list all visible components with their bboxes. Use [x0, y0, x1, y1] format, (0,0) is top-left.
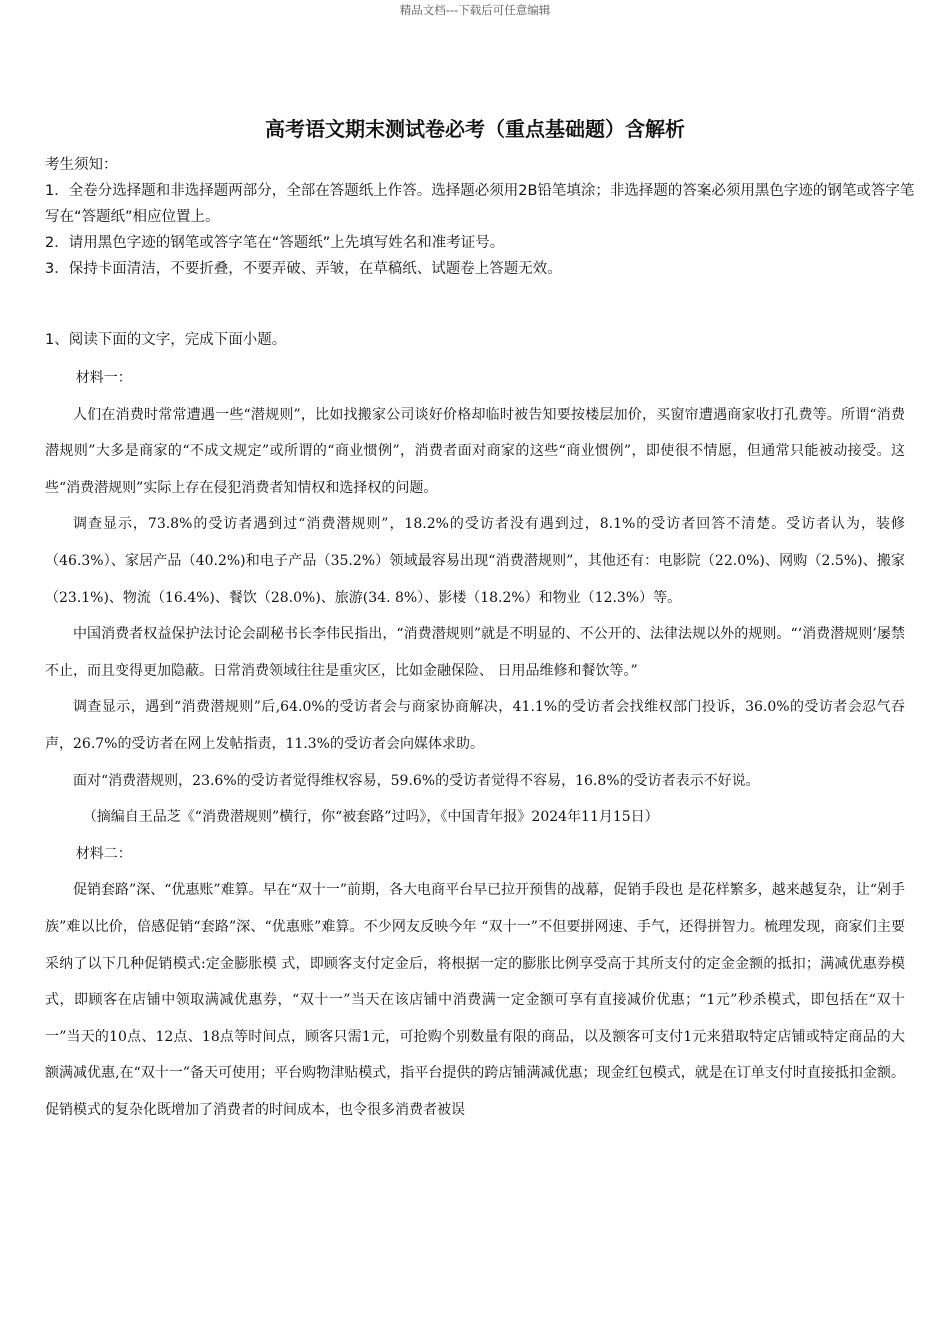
material-paragraph: 人们在消费时常常遭遇一些“潜规则”，比如找搬家公司谈好价格却临时被告知要按楼层加价，买窗帘遭遇商家收打孔费等。所谓“消费潜规则”大多是商家的“不成文规定”或所谓的“商业惯例”，消费者面对商家的这些“商业惯例”，即使很不情愿，但通常只能被动接受。这些“消费潜规则”实际上存在侵犯消费者知情权和选择权的问题。 [45, 406, 905, 496]
material-paragraph: 调查显示，73.8%的受访者遇到过“消费潜规则”，18.2%的受访者没有遇到过，8.1%的受访者回答不清楚。受访者认为，装修（46.3%）、家居产品（40.2%)和电子产品（35.2%）领域最容易出现“消费潜规则”，其他还有：电影院（22.0%)、网购（2.5%)、搬家（23.1%)、物流（16.4%)、餐饮（28.0%)、旅游(34. 8%）、影楼（18.2%）和物业（12.3%）等。 [45, 516, 905, 606]
page-title: 高考语文期末测试卷必考（重点基础题）含解析 [265, 117, 685, 141]
material-source: （摘编自王品芝《“消费潜规则”横行，你“被套路”过吗》，《中国青年报》2024年11月15日） [82, 809, 659, 826]
reading-material [45, 360, 905, 1128]
material-2-label: 材料二： [75, 845, 132, 862]
material-paragraph: 面对“消费潜规则，23.6%的受访者觉得维权容易，59.6%的受访者觉得不容易，16.8%的受访者表示不好说。 [73, 772, 760, 789]
notice-item: 2．请用黑色字迹的钢笔或答字笔在“答题纸”上先填写姓名和准考证号。 [45, 235, 505, 251]
exam-notice [45, 152, 915, 282]
header-note: 精品文档---下载后可任意编辑 [399, 3, 551, 17]
material-paragraph: 中国消费者权益保护法讨论会副秘书长李伟民指出，“消费潜规则”就是不明显的、不公开的、法律法规以外的规则。“‘消费潜规则’屡禁不止，而且变得更加隐蔽。日常消费领域往往是重灾区，比如金融保险、 日用品维修和餐饮等。” [45, 626, 905, 679]
notice-item: 3．保持卡面清洁，不要折叠，不要弄破、弄皱，在草稿纸、试题卷上答题无效。 [45, 261, 562, 277]
notice-heading: 考生须知： [45, 157, 118, 173]
material-1-label: 材料一： [75, 370, 132, 386]
notice-item: 1．全卷分选择题和非选择题两部分，全部在答题纸上作答。选择题必须用2B铅笔填涂；非选择题的答案必须用黑色字迹的钢笔或答字笔写在“答题纸”相应位置上。 [45, 183, 915, 225]
question-prompt: 1、阅读下面的文字，完成下面小题。 [45, 332, 287, 348]
material-paragraph: 调查显示，遇到“消费潜规则”后,64.0%的受访者会与商家协商解决，41.1%的受访者会找维权部门投诉，36.0%的受访者会忍气吞声，26.7%的受访者在网上发帖指责，11.3%的受访者会向媒体求助。 [45, 699, 905, 752]
material-paragraph: 促销套路”深、“优惠账”难算。早在“双十一”前期，各大电商平台早已拉开预售的战幕，促销手段也 是花样繁多，越来越复杂，让“剁手族”难以比价，倍感促销“套路”深、“优惠账”难算。不少网友反映今年 “双十一”不但要拼网速、手气，还得拼智力。梳理发现，商家们主要采纳了以下几种促销模式:定金膨胀模 式，即顾客支付定金后，将根据一定的膨胀比例享受高于其所支付的定金金额的抵扣；满减优惠券模式，即顾客在店铺中领取满减优惠券，“双十一”当天在该店铺中消费满一定金额可享有直接减价优惠；“1元”秒杀模式，即包括在“双十一”当天的10点、12点、18点等时间点，顾客只需1元，可抢购个别数量有限的商品，以及额客可支付1元来猎取特定店铺或特定商品的大额满减优惠,在“双十一”备天可使用；平台购物津贴模式，指平台提供的跨店铺满减优惠；现金红包模式，就是在订单支付时直接抵扣金额。促销模式的复杂化既增加了消费者的时间成本，也令很多消费者被误 [45, 882, 905, 1118]
